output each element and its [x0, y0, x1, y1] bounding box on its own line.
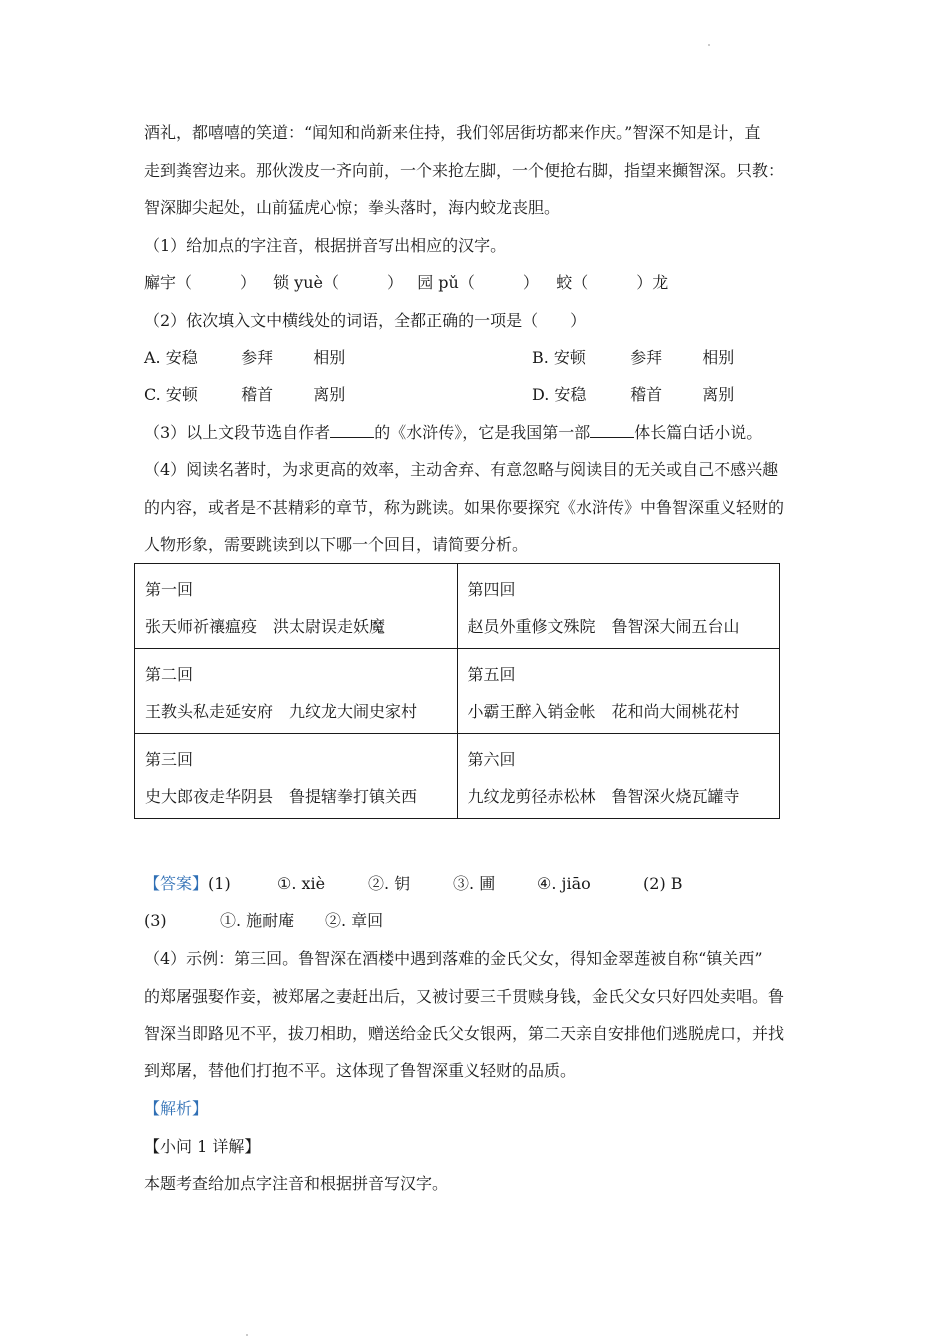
option-word: 稽首	[241, 385, 274, 404]
chapter-number: 第五回	[467, 665, 516, 684]
q3-text: 体长篇白话小说。	[634, 423, 763, 442]
q3-text: （3）以上文段节选自作者	[144, 423, 331, 442]
answer-part: ②. 章回	[325, 911, 384, 930]
chapter-title: 张天师祈禳瘟疫 洪太尉误走妖魔	[145, 617, 386, 636]
answer-line-2	[144, 911, 383, 931]
q2-option-a	[144, 348, 345, 368]
option-word: 离别	[702, 385, 735, 404]
answer-tag: 【答案】	[144, 874, 209, 893]
q1-item: 蛟（ ）龙	[556, 273, 669, 292]
table-row	[135, 649, 780, 734]
answer-part: (2) B	[643, 874, 683, 893]
chapter-number: 第四回	[467, 580, 516, 599]
chapter-cell	[135, 564, 458, 649]
answer-body-line: 智深当即路见不平，拔刀相助，赠送给金氏父女银两，第二天亲自安排他们逃脱虎口，并找	[144, 1024, 785, 1043]
table-row	[135, 734, 780, 819]
passage-line: 智深脚尖起处，山前猛虎心惊；拳头落时，海内蛟龙丧胆。	[144, 198, 561, 217]
answer-part: ②. 钥	[368, 874, 411, 893]
table-row	[135, 564, 780, 649]
option-word: 稽首	[630, 385, 663, 404]
answer-part: ④. jiāo	[537, 874, 591, 893]
q3-text: 的《水浒传》，它是我国第一部	[374, 423, 591, 442]
q4-line: （4）阅读名著时，为求更高的效率，主动舍弃、有意忽略与阅读目的无关或自己不感兴趣	[144, 460, 779, 479]
q1-items	[144, 273, 668, 293]
answer-part: (3)	[144, 911, 167, 930]
option-word: 参拜	[630, 348, 663, 367]
chapter-cell	[135, 649, 458, 734]
answer-body-line: 的郑屠强娶作妾，被郑屠之妻赶出后，又被讨要三千贯赎身钱，金氏父女只好四处卖唱。鲁	[144, 987, 785, 1006]
option-word: D. 安稳	[532, 385, 587, 404]
passage-line: 酒礼，都嘻嘻的笑道：“闻知和尚新来住持，我们邻居街坊都来作庆。”智深不知是计，直	[144, 123, 761, 142]
chapter-cell	[135, 734, 458, 819]
option-word: 相别	[313, 348, 346, 367]
author-blank	[330, 423, 374, 438]
q2-stem: （2）依次填入文中横线处的词语，全都正确的一项是（ ）	[144, 311, 587, 330]
analysis-text: 本题考查给加点字注音和根据拼音写汉字。	[144, 1174, 449, 1193]
answer-part: ①. 施耐庵	[220, 911, 295, 930]
answer-part: ①. xiè	[277, 874, 326, 893]
answer-body-line: 到郑屠，替他们打抱不平。这体现了鲁智深重义轻财的品质。	[144, 1061, 577, 1080]
chapter-title: 史大郎夜走华阴县 鲁提辖拳打镇关西	[145, 787, 418, 806]
chapter-title: 赵员外重修文殊院 鲁智深大闹五台山	[467, 617, 740, 636]
chapter-cell	[457, 649, 780, 734]
q2-option-d	[532, 385, 734, 405]
chapter-cell	[457, 564, 780, 649]
chapters-table	[134, 563, 780, 819]
answer-part: (1)	[208, 874, 231, 893]
chapter-cell	[457, 734, 780, 819]
q2-option-c	[144, 385, 345, 405]
q4-line: 的内容，或者是不甚精彩的章节，称为跳读。如果你要探究《水浒传》中鲁智深重义轻财的	[144, 498, 785, 517]
q3-line	[144, 423, 762, 443]
q2-option-b	[532, 348, 734, 368]
q1-stem: （1）给加点的字注音，根据拼音写出相应的汉字。	[144, 236, 507, 255]
option-word: A. 安稳	[144, 348, 198, 367]
option-word: 相别	[702, 348, 735, 367]
chapter-number: 第六回	[467, 750, 516, 769]
chapter-number: 第三回	[145, 750, 194, 769]
chapter-number: 第二回	[145, 665, 194, 684]
q1-item: 园 pǔ（ ）	[417, 273, 539, 292]
chapter-number: 第一回	[145, 580, 194, 599]
page-speck	[246, 1334, 248, 1336]
option-word: 离别	[313, 385, 346, 404]
q1-item: 锁 yuè（ ）	[273, 273, 403, 292]
answer-body-line: （4）示例：第三回。鲁智深在酒楼中遇到落难的金氏父女，得知金翠莲被自称“镇关西”	[144, 949, 763, 968]
chapter-title: 九纹龙剪径赤松林 鲁智深火烧瓦罐寺	[467, 787, 740, 806]
analysis-subheading: 【小问 1 详解】	[144, 1137, 261, 1156]
genre-blank	[590, 423, 634, 438]
option-word: B. 安顿	[532, 348, 586, 367]
chapter-title: 王教头私走延安府 九纹龙大闹史家村	[145, 702, 418, 721]
analysis-tag: 【解析】	[144, 1099, 209, 1118]
chapter-title: 小霸王醉入销金帐 花和尚大闹桃花村	[467, 702, 740, 721]
option-word: 参拜	[241, 348, 274, 367]
passage-line: 走到粪窖边来。那伙泼皮一齐向前，一个来抢左脚，一个便抢右脚，指望来攧智深。只教：	[144, 161, 785, 180]
answer-line-1	[144, 874, 683, 894]
answer-part: ③. 圃	[453, 874, 496, 893]
page-speck	[708, 44, 710, 46]
q1-item: 廨宇（ ）	[144, 273, 257, 292]
option-word: C. 安顿	[144, 385, 198, 404]
q4-line: 人物形象，需要跳读到以下哪一个回目，请简要分析。	[144, 535, 529, 554]
